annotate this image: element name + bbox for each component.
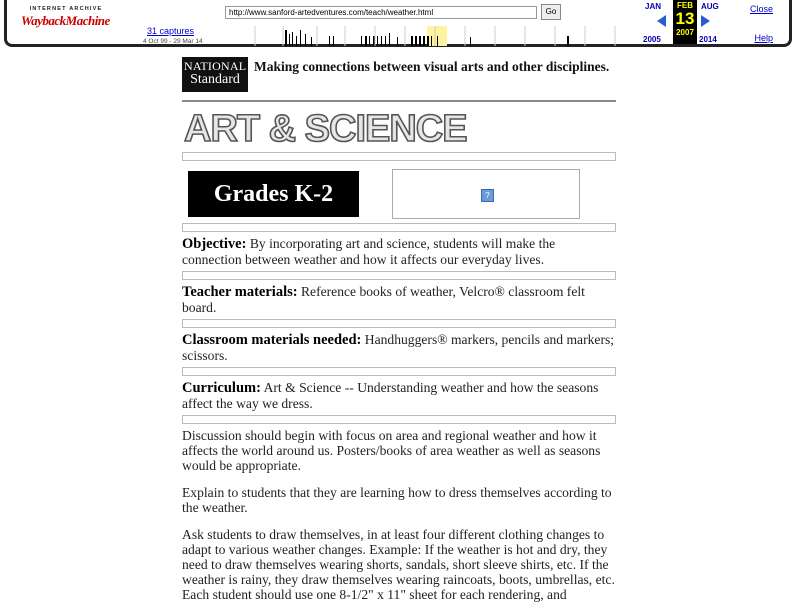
objective-paragraph [182,236,616,267]
logo-top-text: INTERNET ARCHIVE [29,6,103,12]
teacher-materials-label: Teacher materials: [182,284,298,300]
close-link[interactable]: Close [749,4,773,14]
prev-month[interactable]: JAN [645,2,662,11]
current-day: 13 [675,9,695,28]
badge-line1: NATIONAL [184,59,247,73]
grades-label: Grades K-2 [188,171,359,217]
current-capture [673,0,697,44]
spacer-bar [182,152,616,161]
curriculum-text: Art & Science -- Understanding weather and how the seasons affect the way we dress. [182,380,599,411]
go-button[interactable]: Go [541,4,561,20]
lesson-page [182,57,616,602]
badge-line2: Standard [190,72,240,87]
curriculum-label: Curriculum: [182,380,261,396]
current-year: 2007 [676,28,694,37]
broken-image-icon: ? [481,189,494,202]
spacer-bar [182,415,616,424]
teacher-materials-text: Reference books of weather, Velcro® classroom felt board. [182,284,585,315]
prev-year[interactable]: 2005 [643,35,661,44]
url-input[interactable] [225,6,537,19]
sparkline-year-dividers [255,26,615,46]
classroom-materials-label: Classroom materials needed: [182,332,362,348]
classroom-materials-text: Handhuggers® markers, pencils and markers; scissors. [182,332,615,363]
grades-row [182,165,616,219]
classroom-materials-paragraph [182,332,616,363]
captures-link[interactable]: 31 captures [147,26,195,36]
spacer-bar [182,271,616,280]
spacer-bar [182,223,616,232]
logo-main-text: WaybackMachine [21,13,110,28]
broken-image-box [392,169,580,219]
curriculum-paragraph [182,380,616,411]
banner-title: ART & SCIENCE [184,108,467,148]
teacher-materials-paragraph [182,284,616,315]
next-year[interactable]: 2014 [699,35,717,44]
spacer-bar [182,367,616,376]
current-month: FEB [677,1,693,10]
art-science-banner [182,108,616,148]
wayback-logo[interactable] [21,6,111,38]
standard-text: Making connections between visual arts and other disciplines. [254,59,610,74]
banner-svg [182,108,616,148]
national-standard-header [182,57,616,92]
next-month[interactable]: AUG [701,2,719,11]
capture-range: 4 Oct 99 - 29 Mar 14 [143,38,203,45]
capture-sparkline[interactable] [225,24,637,46]
help-link[interactable]: Help [754,33,773,43]
explain-paragraph: Explain to students that they are learning how to dress themselves according to the weather. [182,485,612,515]
next-capture-arrow-icon[interactable] [701,15,710,27]
wayback-toolbar [4,0,792,47]
spacer-bar [182,319,616,328]
objective-label: Objective: [182,236,247,252]
header-divider [182,100,616,102]
objective-text: By incorporating art and science, students will make the connection between weather and how it affects our everyday lives. [182,236,556,267]
discussion-paragraph: Discussion should begin with focus on area and regional weather and how it affects the world around us. Posters/books of area weather as well as seasons would be appropriate. [182,428,601,473]
drawing-instructions-paragraph: Ask students to draw themselves, in at least four different clothing changes to adapt to various weather changes. Example: If the weather is hot and dry, they need to draw themselves wearing shorts, sandals, short sleeve shirts, etc. If the weather is rainy, they draw themselves wearing raincoats, boots, umbrellas, etc. Each student should use one 8-1/2" x 11" sheet for each rendering, and [182,527,615,602]
prev-capture-arrow-icon[interactable] [657,15,666,27]
national-standard-badge [182,57,248,92]
